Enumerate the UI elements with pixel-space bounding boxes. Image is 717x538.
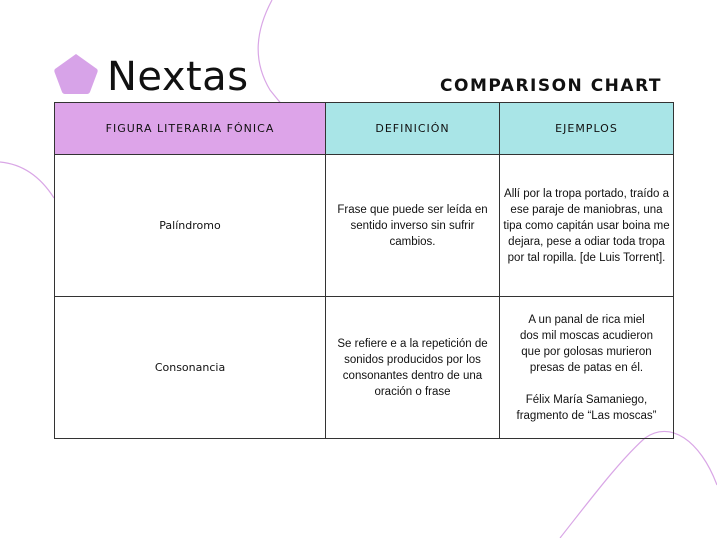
table-row	[55, 297, 674, 439]
pentagon-icon	[53, 52, 99, 96]
decor-line-bottom-right	[560, 431, 717, 538]
header-ejemplos: EJEMPLOS	[500, 103, 674, 155]
definition-cell: Frase que puede ser leída en sentido inverso sin sufrir cambios.	[326, 155, 500, 297]
chart-title: COMPARISON CHART	[440, 76, 662, 96]
header-figura: FIGURA LITERARIA FÓNICA	[55, 103, 326, 155]
term-cell: Consonancia	[55, 297, 326, 439]
comparison-table	[54, 102, 674, 439]
table-header-row	[55, 103, 674, 155]
decor-line-left	[0, 162, 54, 198]
example-cell: Allí por la tropa portado, traído a ese paraje de maniobras, una tipa como capitán usar boina me dejara, pese a odiar toda tropa por tal ropilla. [de Luis Torrent].	[500, 155, 674, 297]
decor-line-top	[258, 0, 292, 116]
table-row	[55, 155, 674, 297]
brand-name: Nextas	[107, 54, 249, 100]
term-cell: Palíndromo	[55, 155, 326, 297]
example-cell: A un panal de rica miel dos mil moscas acudieron que por golosas murieron presas de patas en él. Félix María Samaniego, fragmento de “Las moscas”	[500, 297, 674, 439]
header-definicion: DEFINICIÓN	[326, 103, 500, 155]
definition-cell: Se refiere e a la repetición de sonidos producidos por los consonantes dentro de una oración o frase	[326, 297, 500, 439]
